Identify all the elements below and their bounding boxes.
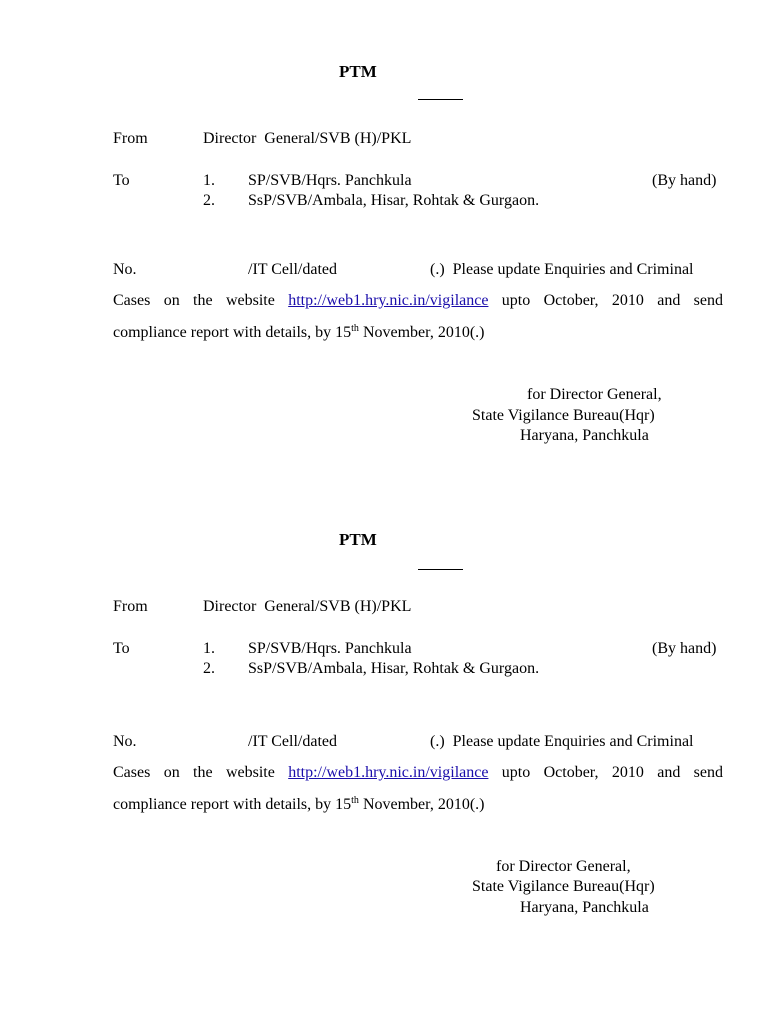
from-value: Director General/SVB (H)/PKL [203,130,412,147]
recipient-2-number: 2. [203,192,215,209]
body-line-3 [113,323,484,343]
memo-title: PTM [339,530,377,549]
recipient-1-text: SP/SVB/Hqrs. Panchkula [248,172,412,189]
memo-title: PTM [339,62,377,81]
ordinal-suffix: th [351,323,359,334]
from-label: From [113,130,148,147]
it-cell-dated: /IT Cell/dated [248,261,338,278]
recipient-2-number: 2. [203,660,215,677]
no-label: No. [113,261,137,278]
recipient-1-number: 1. [203,172,215,189]
signature-line-3: Haryana, Panchkula [520,899,649,916]
to-label: To [113,172,130,189]
body-line-2 [113,763,723,783]
website-link[interactable]: http://web1.hry.nic.in/vigilance [288,292,489,309]
signature-line-3: Haryana, Panchkula [520,427,649,444]
signature-line-2: State Vigilance Bureau(Hqr) [472,407,655,424]
body-line-3-post: November, 2010(.) [358,324,485,341]
body-line-3-pre: compliance report with details, by 15 [113,324,352,341]
it-cell-dated: /IT Cell/dated [248,733,338,750]
recipient-2-text: SsP/SVB/Ambala, Hisar, Rohtak & Gurgaon. [248,660,540,677]
from-value: Director General/SVB (H)/PKL [203,598,412,615]
no-label: No. [113,733,137,750]
memo-2 [0,530,768,1000]
body-line-1: (.) Please update Enquiries and Criminal [430,261,694,278]
body-line-3-pre: compliance report with details, by 15 [113,796,352,813]
memo-1 [0,62,768,532]
recipient-1-text: SP/SVB/Hqrs. Panchkula [248,640,412,657]
website-link[interactable]: http://web1.hry.nic.in/vigilance [288,764,489,781]
body-line-1: (.) Please update Enquiries and Criminal [430,733,694,750]
recipient-1-note: (By hand) [652,640,717,657]
to-label: To [113,640,130,657]
signature-line-1: for Director General, [527,386,662,403]
recipient-1-note: (By hand) [652,172,717,189]
body-line-2 [113,291,723,311]
title-underline [418,99,463,100]
body-line-2-post: upto October, 2010 and send [501,292,723,309]
body-line-2-pre: Cases on the website [113,292,275,309]
title-underline [418,569,463,570]
body-line-2-pre: Cases on the website [113,764,275,781]
body-line-3-post: November, 2010(.) [358,796,485,813]
signature-line-2: State Vigilance Bureau(Hqr) [472,878,655,895]
body-line-3 [113,795,484,815]
from-label: From [113,598,148,615]
recipient-1-number: 1. [203,640,215,657]
recipient-2-text: SsP/SVB/Ambala, Hisar, Rohtak & Gurgaon. [248,192,540,209]
ordinal-suffix: th [351,795,359,806]
body-line-2-post: upto October, 2010 and send [501,764,723,781]
signature-line-1: for Director General, [496,858,631,875]
